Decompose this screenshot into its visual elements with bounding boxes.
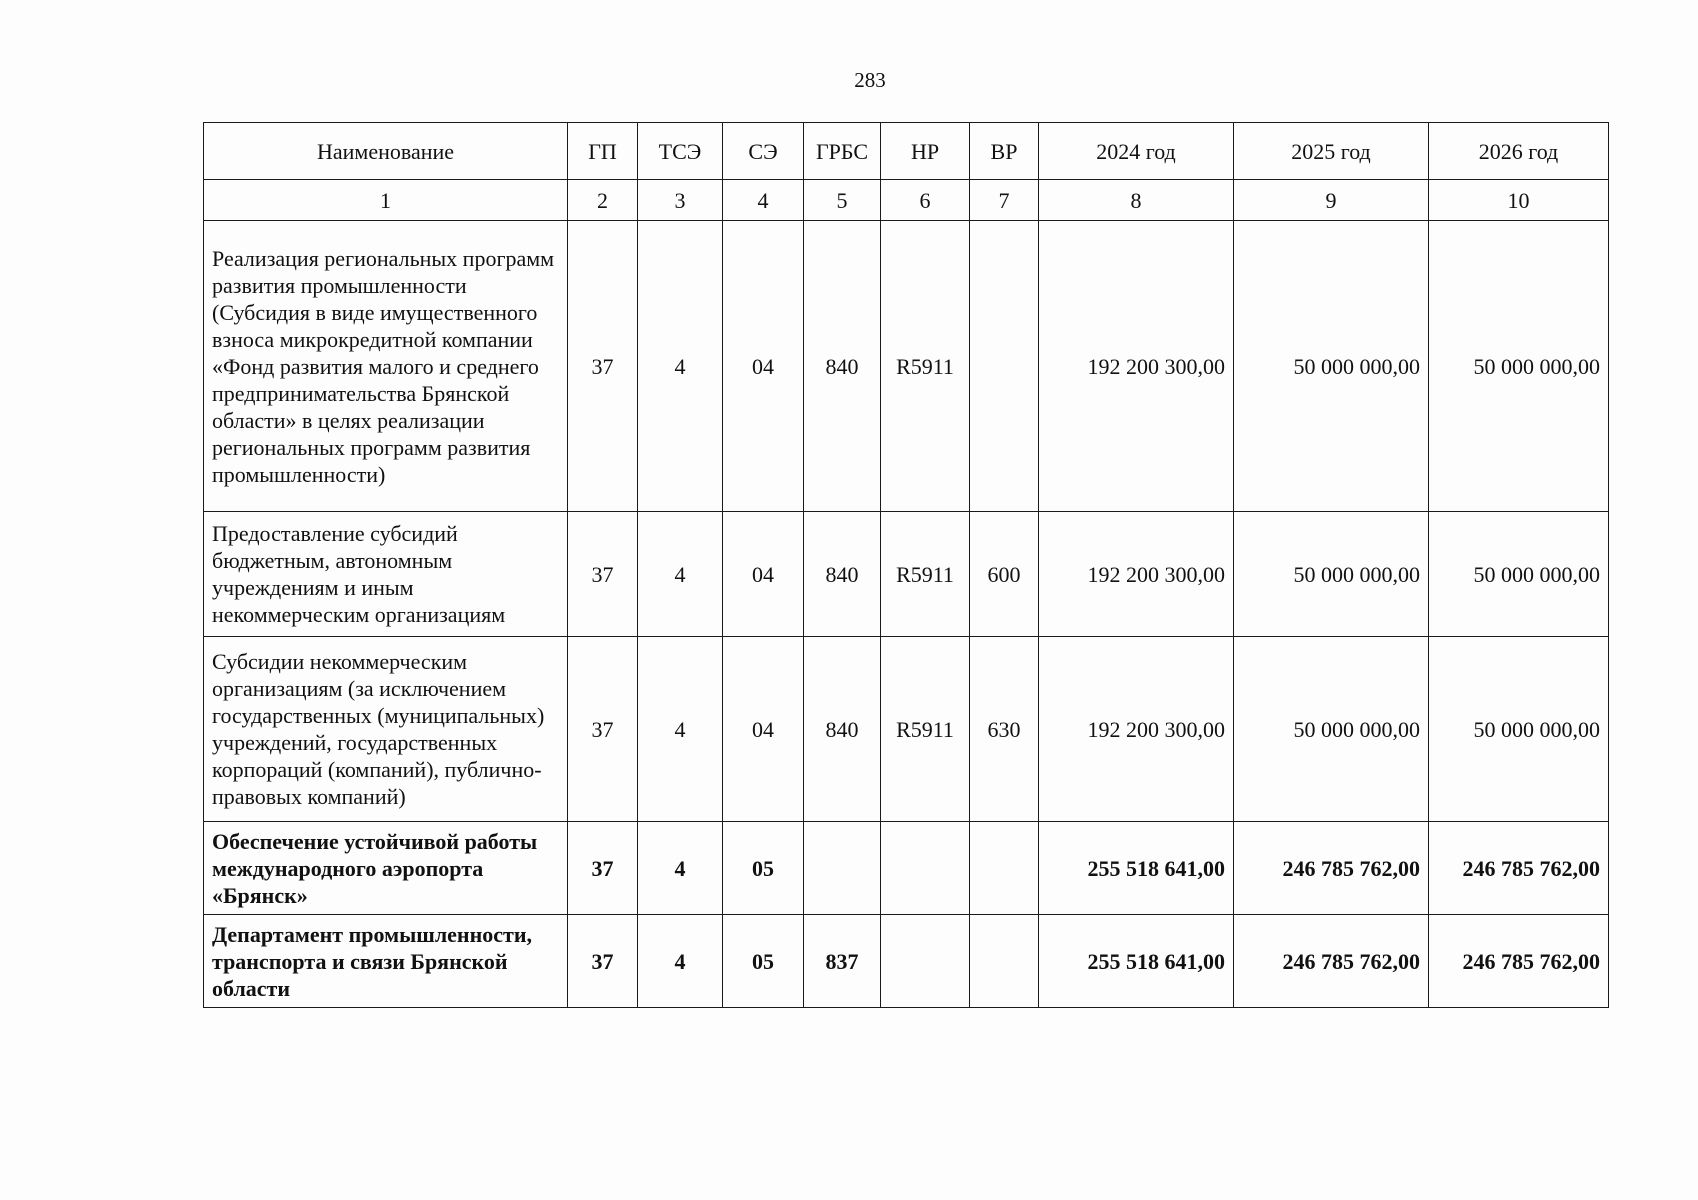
cell-grbs: 840	[804, 637, 881, 822]
cell-nr	[881, 915, 970, 1008]
cell-2025: 50 000 000,00	[1234, 637, 1429, 822]
cell-se: 04	[723, 221, 804, 512]
cell-tse: 4	[638, 221, 723, 512]
cell-se: 05	[723, 915, 804, 1008]
cell-2026: 50 000 000,00	[1429, 512, 1609, 637]
cell-2026: 50 000 000,00	[1429, 221, 1609, 512]
row-name: Реализация региональных программ развития промышленности (Субсидия в виде имущественного взноса микрокредитной компании «Фонд развития малого и среднего предпринимательства Брянской области» в целях реализации региональных программ развития промышленности)	[204, 221, 568, 512]
cell-nr: R5911	[881, 221, 970, 512]
cell-2024: 255 518 641,00	[1039, 915, 1234, 1008]
column-number: 2	[568, 180, 638, 221]
cell-vr: 600	[970, 512, 1039, 637]
table-row	[204, 822, 1609, 915]
row-name: Субсидии некоммерческим организациям (за исключением государственных (муниципальных) учреждений, государственных корпораций (компаний), публично-правовых компаний)	[204, 637, 568, 822]
cell-vr	[970, 915, 1039, 1008]
cell-2025: 246 785 762,00	[1234, 915, 1429, 1008]
table-row	[204, 915, 1609, 1008]
cell-nr	[881, 822, 970, 915]
cell-tse: 4	[638, 512, 723, 637]
cell-2025: 50 000 000,00	[1234, 221, 1429, 512]
column-number-row	[204, 180, 1609, 221]
row-name: Обеспечение устойчивой работы международного аэропорта «Брянск»	[204, 822, 568, 915]
cell-vr	[970, 221, 1039, 512]
header-row	[204, 123, 1609, 180]
column-number: 9	[1234, 180, 1429, 221]
header-tse: ТСЭ	[638, 123, 723, 180]
cell-tse: 4	[638, 915, 723, 1008]
header-vr: ВР	[970, 123, 1039, 180]
cell-vr: 630	[970, 637, 1039, 822]
cell-tse: 4	[638, 637, 723, 822]
cell-2025: 246 785 762,00	[1234, 822, 1429, 915]
cell-grbs	[804, 822, 881, 915]
cell-grbs: 837	[804, 915, 881, 1008]
page-number: 283	[854, 68, 886, 92]
cell-2025: 50 000 000,00	[1234, 512, 1429, 637]
cell-2024: 192 200 300,00	[1039, 221, 1234, 512]
budget-table	[203, 122, 1609, 1008]
cell-nr: R5911	[881, 512, 970, 637]
header-name: Наименование	[204, 123, 568, 180]
cell-nr: R5911	[881, 637, 970, 822]
header-2024: 2024 год	[1039, 123, 1234, 180]
row-name: Департамент промышленности, транспорта и связи Брянской области	[204, 915, 568, 1008]
cell-vr	[970, 822, 1039, 915]
cell-grbs: 840	[804, 221, 881, 512]
column-number: 3	[638, 180, 723, 221]
table-row	[204, 512, 1609, 637]
cell-se: 05	[723, 822, 804, 915]
table-row	[204, 637, 1609, 822]
column-number: 8	[1039, 180, 1234, 221]
cell-2024: 192 200 300,00	[1039, 637, 1234, 822]
column-number: 5	[804, 180, 881, 221]
cell-gp: 37	[568, 822, 638, 915]
row-name: Предоставление субсидий бюджетным, автономным учреждениям и иным некоммерческим организациям	[204, 512, 568, 637]
cell-tse: 4	[638, 822, 723, 915]
column-number: 1	[204, 180, 568, 221]
cell-gp: 37	[568, 915, 638, 1008]
cell-gp: 37	[568, 512, 638, 637]
column-number: 4	[723, 180, 804, 221]
cell-2026: 246 785 762,00	[1429, 822, 1609, 915]
column-number: 7	[970, 180, 1039, 221]
header-grbs: ГРБС	[804, 123, 881, 180]
cell-2026: 50 000 000,00	[1429, 637, 1609, 822]
table-row	[204, 221, 1609, 512]
cell-se: 04	[723, 637, 804, 822]
cell-grbs: 840	[804, 512, 881, 637]
cell-2026: 246 785 762,00	[1429, 915, 1609, 1008]
cell-gp: 37	[568, 637, 638, 822]
column-number: 6	[881, 180, 970, 221]
cell-2024: 192 200 300,00	[1039, 512, 1234, 637]
cell-gp: 37	[568, 221, 638, 512]
cell-2024: 255 518 641,00	[1039, 822, 1234, 915]
header-2025: 2025 год	[1234, 123, 1429, 180]
header-nr: НР	[881, 123, 970, 180]
header-2026: 2026 год	[1429, 123, 1609, 180]
header-se: СЭ	[723, 123, 804, 180]
column-number: 10	[1429, 180, 1609, 221]
cell-se: 04	[723, 512, 804, 637]
header-gp: ГП	[568, 123, 638, 180]
